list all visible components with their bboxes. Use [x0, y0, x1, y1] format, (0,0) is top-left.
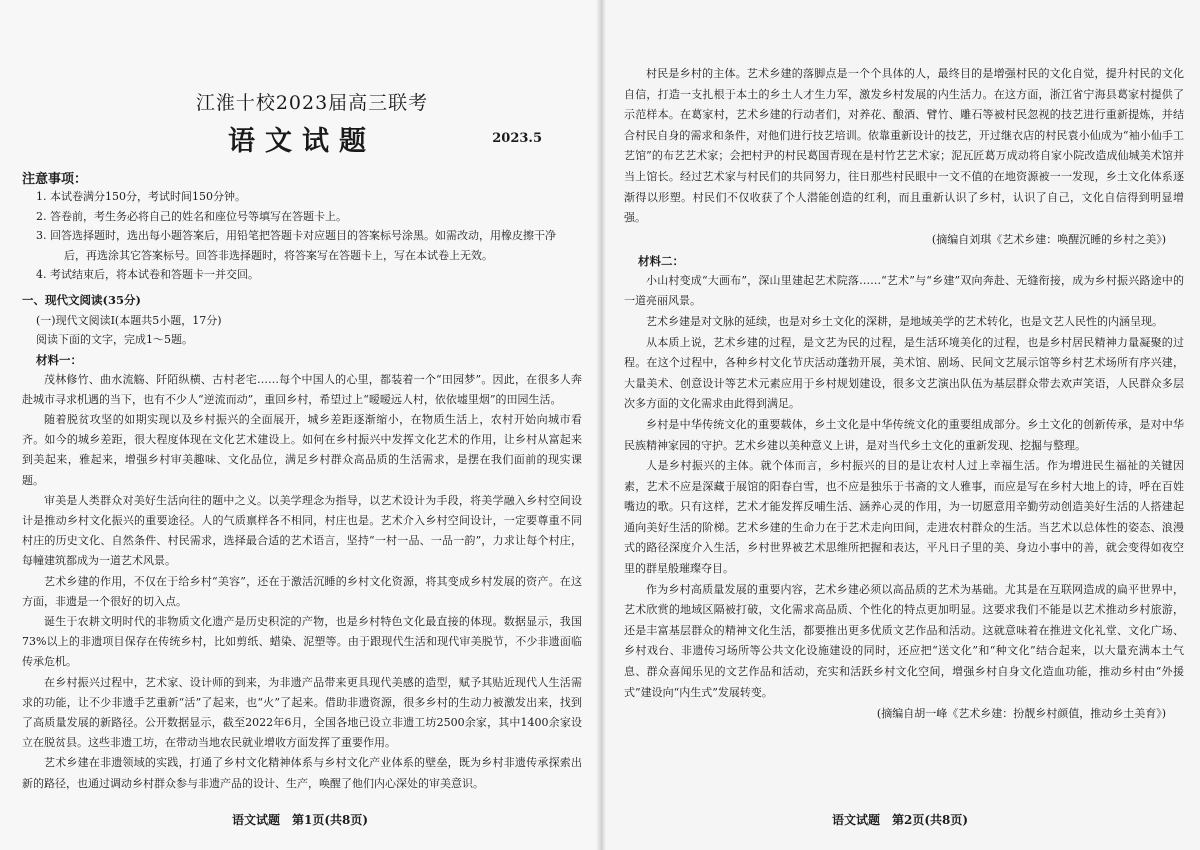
section-heading: 一、现代文阅读(35分): [22, 292, 141, 307]
notice-line: 3. 回答选择题时，选出每小题答案后，用铅笔把答题卡对应题目的答案标号涂黑。如需改动，用橡皮擦干净: [36, 229, 556, 242]
subsection-heading: (一)现代文阅读Ⅰ(本题共5小题，17分): [36, 313, 222, 327]
notice-line: 1. 本试卷满分150分，考试时间150分钟。: [36, 190, 246, 203]
page-gutter: [596, 0, 606, 850]
subject-title-text: 语文试题: [228, 126, 376, 157]
subject-title: [22, 119, 582, 158]
page-footer: 语文试题 第2页(共8页): [831, 813, 969, 827]
exam-title: 江淮十校2023届高三联考: [195, 92, 429, 114]
passage-paragraph: 人是乡村振兴的主体。就个体而言，乡村振兴的目的是让农村人过上幸福生活。作为增进民生福祉的关键因素，艺术不应是深藏于展馆的阳春白雪，也不应是独乐于书斋的文人雅事，而应是写在乡村大地上的诗，呼在百姓嘴边的歌。只有这样，艺术才能发挥反哺生活、涵养心灵的作用，为一切愿意用辛勤劳动创造美好生活的人搭建起通向美好生活的阶梯。艺术乡建的生命力在于艺术走向田间，走进农村群众的生活。当艺术以总体性的姿态、浪漫式的路径深度介入生活，乡村世界被艺术思维所把握和表达，平凡日子里的美、身边小事中的善，就会变得如夜空里的群星般璀璨夺目。: [624, 459, 1184, 576]
passage-paragraph: 审美是人类群众对美好生活向往的题中之义。以美学理念为指导，以艺术设计为手段，将美学融入乡村空间设计是推动乡村文化振兴的重要途径。人的气质禀样各不相同，村庄也是。艺术介入乡村空间设计，一定要尊重不同村庄的历史文化、自然条件、村民需求，选择最合适的艺术语言，坚持“一村一品、一品一韵”，力求让每个村庄，每幢建筑都成为一道艺术风景。: [22, 493, 582, 568]
passage-paragraph: 乡村是中华传统文化的重要载体，乡土文化是中华传统文化的重要组成部分。乡土文化的创新传承，是对中华民族精神家园的守护。艺术乡建以美种意义上讲，是对当代乡土文化的重新发现、挖掘与整理。: [624, 417, 1184, 452]
notice-line: 4. 考试结束后，将本试卷和答题卡一并交回。: [36, 268, 259, 281]
passage-paragraph: 村民是乡村的主体。艺术乡建的落脚点是一个个具体的人，最终目的是增强村民的文化自觉，提升村民的文化自信，打造一支扎根于本土的乡土人才生力军，激发乡村发展的内生活力。在这方面，浙江省宁海县葛家村提供了示范样本。在葛家村，艺术乡建的行动者们，对养花、酿酒、臂竹、雕石等被村民忽视的技艺进行重新提炼，并结合村民自身的需求和条件，对他们进行技艺培训。依靠重新设计的技艺，开过继衣店的村民袁小仙成为“袖小仙手工艺馆”的布艺艺术家；会把村尹的村民葛国青现在是村竹艺艺术家；泥瓦匠葛万成动将自家小院改造成仙城美术馆并当上馆长。经过艺术家与村民们的共同努力，往日那些村民眼中一文不值的在地资源被一一发现，乡土文化体系逐渐得以形塑。村民们不仅收获了个人潜能创造的红利，而且重新认识了乡村，认识了自己，文化自信得到明显增强。: [624, 67, 1184, 225]
passage-paragraph: 艺术乡建是对文脉的延续，也是对乡土文化的深耕，是地域美学的艺术转化，也是文艺人民性的内涵呈现。: [646, 314, 1163, 328]
passage-paragraph: 在乡村振兴过程中，艺术家、设计师的到来，为非遗产品带来更具现代美感的造型，赋予其贴近现代人生活需求的功能，让不少非遗手艺重新“活”了起来，也“火”了起来。借助非遗资源，很多乡村的生动力被激发出来，找到了高质量发展的新路径。公开数据显示，截至2022年6月，全国各地已设立非遗工坊2500余家，其中1400余家设立在脱贫县。这些非遗工坊，在带动当地农民就业增收方面发挥了重要作用。: [22, 675, 582, 750]
reading-instruction: 阅读下面的文字，完成1～5题。: [36, 333, 193, 346]
source-citation: (摘编自胡一峰《艺术乡建：扮靓乡村颜值，推动乡土美育》): [876, 707, 1166, 721]
material-label: 材料二：: [638, 253, 684, 268]
passage-paragraph: 艺术乡建的作用，不仅在于给乡村“美容”，还在于激活沉睡的乡村文化资源，将其变成乡村发展的资产。在这方面，非遗是一个很好的切入点。: [22, 574, 582, 608]
page-2: [600, 0, 1200, 850]
passage-paragraph: 艺术乡建在非遗领域的实践，打通了乡村文化精神体系与乡村文化产业体系的壁垒，既为乡村非遗传承探索出新的路径，也通过调动乡村群众参与非遗产品的设计、生产，唤醒了他们内心深处的审美意识。: [22, 756, 582, 790]
passage-paragraph: 作为乡村高质量发展的重要内容，艺术乡建必须以高品质的艺术为基础。尤其是在互联网造成的扁平世界中，艺术欣赏的地域区隔被打破，文化需求高品质、个性化的特点更加明显。这要求我们不能是以艺术推动乡村旅游，还是丰富基层群众的精神文化生活，都要推出更多优质文艺作品和活动。这就意味着在推进文化礼堂、文化广场、乡村戏台、非遗传习场所等公共文化设施建设的同时，还应把“送文化”和“种文化”结合起来，以大量充满本土气息、群众喜闻乐见的文艺作品和活动，充实和活跃乡村文化空间，增强乡村自身文化造血功能，推动乡村由“外援式”建设向“内生式”发展转变。: [624, 582, 1184, 699]
passage-paragraph: 从本质上说，艺术乡建的过程，是文艺为民的过程，是生活环境美化的过程，也是乡村居民精神力量凝聚的过程。在这个过程中，各种乡村文化节庆活动蓬勃开展，美术馆、剧场、民间文艺展示馆等乡村艺术场所有序兴建，大量美术、创意设计等艺术元素应用于乡村规划建设，很多文艺演出队伍为基层群众带去欢声笑语，人民群众多层次多方面的文化需求由此得到满足。: [624, 335, 1184, 411]
passage-paragraph: 随着脱贫攻坚的如期实现以及乡村振兴的全面展开，城乡差距逐渐缩小，在物质生活上，农村开始向城市看齐。如今的城乡差距，很大程度体现在文化艺术建设上。如何在乡村振兴中发挥文化艺术的作用，让乡村从富起来到美起来，雅起来，增强乡村审美趣味、文化品位，满足乡村群众高品质的生活需求，是摆在我们面前的现实课题。: [22, 412, 582, 487]
passage-paragraph: 小山村变成“大画布”，深山里建起艺术院落……“艺术”与“乡建”双向奔赴、无缝衔接，成为乡村振兴路途中的一道亮丽风景。: [624, 273, 1184, 308]
exam-date: 2023.5: [492, 131, 542, 146]
notice-line: 后，再选涂其它答案标号。回答非选择题时，将答案写在答题卡上，写在本试卷上无效。: [64, 248, 493, 262]
passage-paragraph: 诞生于农耕文明时代的非物质文化遗产是历史积淀的产物，也是乡村特色文化最直接的体现。数据显示，我国73%以上的非遗项目保存在传统乡村，比如剪纸、蜡染、泥塑等。由于跟现代生活和现代审美脱节，不少非遗面临传承危机。: [22, 614, 582, 669]
source-citation: (摘编自刘琪《艺术乡建：唤醒沉睡的乡村之美》): [931, 232, 1166, 246]
page-footer: 语文试题 第1页(共8页): [231, 813, 369, 827]
material-label: 材料一：: [36, 352, 82, 367]
notice-heading: 注意事项：: [22, 172, 88, 187]
notice-line: 2. 答卷前，考生务必将自己的姓名和座位号等填写在答题卡上。: [36, 209, 347, 223]
passage-paragraph: 茂林修竹、曲水流觞、阡陌纵横、古村老宅……每个中国人的心里，都装着一个“田园梦”。因此，在很多人奔赴城市寻求机遇的当下，也有不少人“逆流而动”，重回乡村，希望过上“暧暧远人村，依依墟里烟”的田园生活。: [22, 372, 582, 406]
